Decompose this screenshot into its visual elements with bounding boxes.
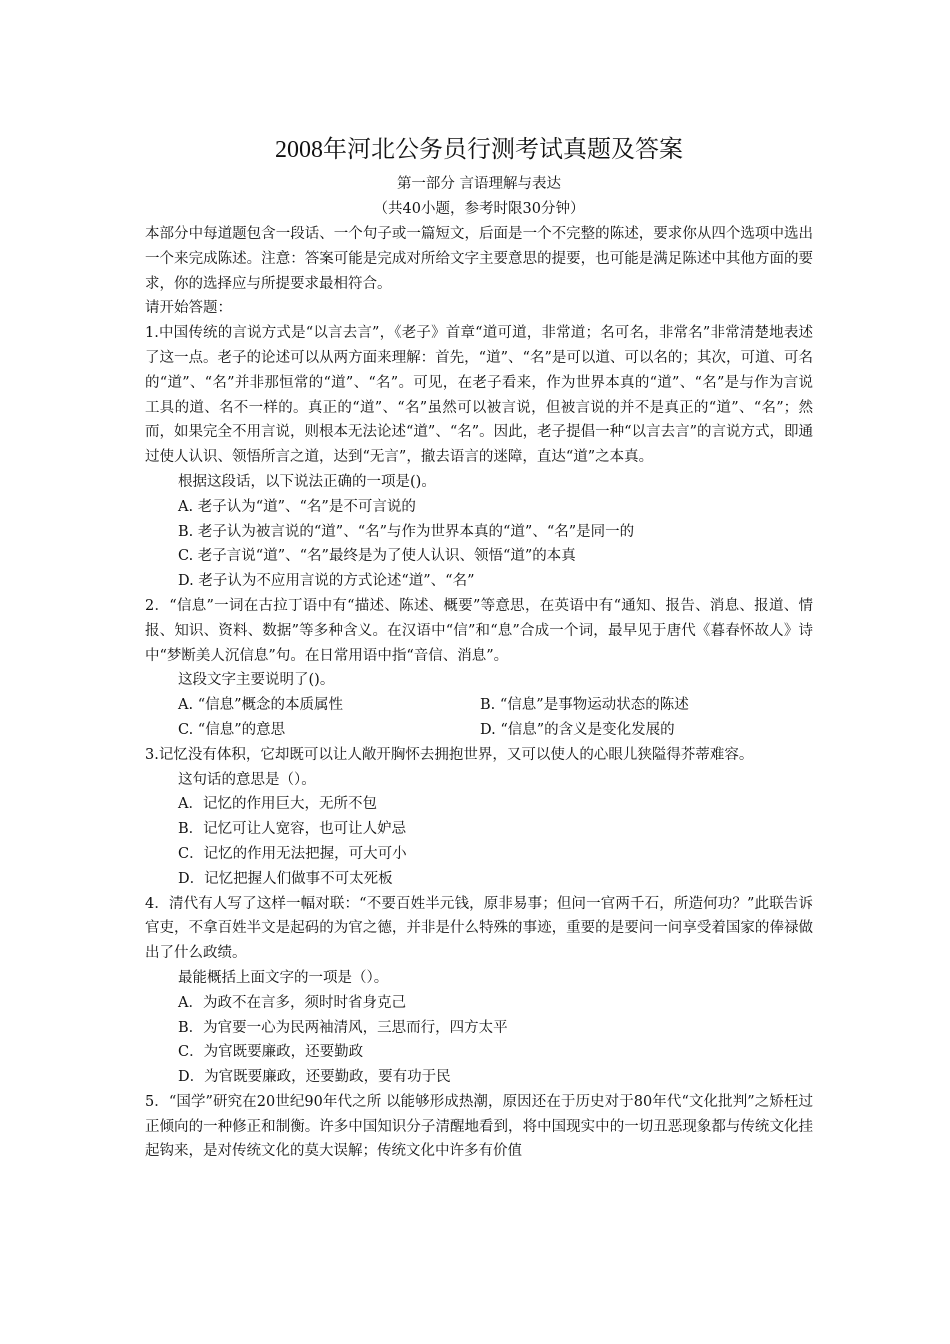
page-title: 2008年河北公务员行测考试真题及答案	[275, 137, 683, 163]
question-stem: 最能概括上面文字的一项是（）。	[178, 969, 389, 986]
question-4	[145, 892, 813, 1090]
option-b: B．为官要一心为民两袖清风，三思而行，四方太平	[178, 1019, 508, 1036]
option-c: C. 老子言说“道”、“名”最终是为了使人认识、领悟“道”的本真	[178, 548, 576, 565]
question-text: 4．清代有人写了这样一幅对联：“不要百姓半元钱，原非易事；但问一官两千石，所造何功？”此联告诉官吏，不拿百姓半文是起码的为官之德，并非是什么特殊的事迹，重要的是要问一问享受着国家的俸禄做出了什么政绩。	[145, 895, 813, 962]
question-stem: 这句话的意思是（）。	[178, 771, 316, 788]
option-b: B. “信息”是事物运动状态的陈述	[480, 697, 689, 714]
option-d: D. 老子认为不应用言说的方式论述“道”、“名”	[178, 573, 475, 590]
option-c: C．记忆的作用无法把握，可大可小	[178, 845, 407, 862]
options-row-2	[145, 718, 813, 743]
document-page	[145, 132, 813, 1164]
option-a: A．记忆的作用巨大，无所不包	[178, 796, 377, 813]
section-heading: 第一部分 言语理解与表达	[396, 176, 562, 192]
question-stem: 根据这段话，以下说法正确的一项是()。	[178, 473, 436, 490]
option-a: A. 老子认为“道”、“名”是不可言说的	[178, 498, 416, 515]
options-row-1	[145, 693, 813, 718]
question-5	[145, 1090, 813, 1164]
question-2	[145, 594, 813, 743]
question-text: 2．“信息”一词在古拉丁语中有“描述、陈述、概要”等意思，在英语中有“通知、报告、消息、报道、情报、知识、资料、数据”等多种含义。在汉语中“信”和“息”合成一个词，最早见于唐代《暮春怀故人》诗中“梦断美人沉信息”句。在日常用语中指“音信、消息”。	[145, 597, 813, 664]
question-text: 3.记忆没有体积，它却既可以让人敞开胸怀去拥抱世界，又可以使人的心眼儿狭隘得芥蒂难容。	[145, 746, 754, 763]
option-d: D．记忆把握人们做事不可太死板	[178, 870, 393, 887]
option-d: D．为官既要廉政，还要勤政，要有功于民	[178, 1069, 451, 1086]
question-text: 1.中国传统的言说方式是“以言去言”，《老子》首章“道可道，非常道；名可名，非常名”非常清楚地表述了这一点。老子的论述可以从两方面来理解：首先，“道”、“名”是可以道、可以名的；其次，可道、可名的“道”、“名”并非那恒常的“道”、“名”。可见，在老子看来，作为世界本真的“道”、“名”是与作为言说工具的道、名不一样的。真正的“道”、“名”虽然可以被言说，但被言说的并不是真正的“道”、“名”；然而，如果完全不用言说，则根本无法论述“道”、“名”。因此，老子提倡一种“以言去言”的言说方式，即通过使人认识、领悟所言之道，达到“无言”，撤去语言的迷障，直达“道”之本真。	[145, 325, 813, 466]
option-a: A．为政不在言多，须时时省身克己	[178, 994, 406, 1011]
option-c: C．为官既要廉政，还要勤政	[178, 1044, 364, 1061]
option-c: C. “信息”的意思	[178, 721, 286, 738]
question-3	[145, 743, 813, 892]
question-1	[145, 321, 813, 594]
section-note: （共40小题，参考时限30分钟）	[373, 201, 585, 217]
start-prompt: 请开始答题：	[145, 300, 232, 317]
option-b: B．记忆可让人宽容，也可让人妒忌	[178, 821, 407, 838]
question-stem: 这段文字主要说明了()。	[178, 672, 335, 689]
question-text: 5．“国学”研究在20世纪90年代之所 以能够形成热潮，原因还在于历史对于80年代“文化批判”之矫枉过正倾向的一种修正和制衡。许多中国知识分子清醒地看到，将中国现实中的一切丑恶现象都与传统文化挂起钩来，是对传统文化的莫大误解；传统文化中许多有价值	[145, 1093, 813, 1160]
option-b: B. 老子认为被言说的“道”、“名”与作为世界本真的“道”、“名”是同一的	[178, 523, 635, 540]
option-d: D. “信息”的含义是变化发展的	[480, 721, 675, 738]
instructions: 本部分中每道题包含一段话、一个句子或一篇短文，后面是一个不完整的陈述，要求你从四个选项中选出一个来完成陈述。注意：答案可能是完成对所给文字主要意思的提要，也可能是满足陈述中其他方面的要求，你的选择应与所提要求最相符合。	[145, 226, 813, 292]
option-a: A. “信息”概念的本质属性	[178, 697, 344, 714]
